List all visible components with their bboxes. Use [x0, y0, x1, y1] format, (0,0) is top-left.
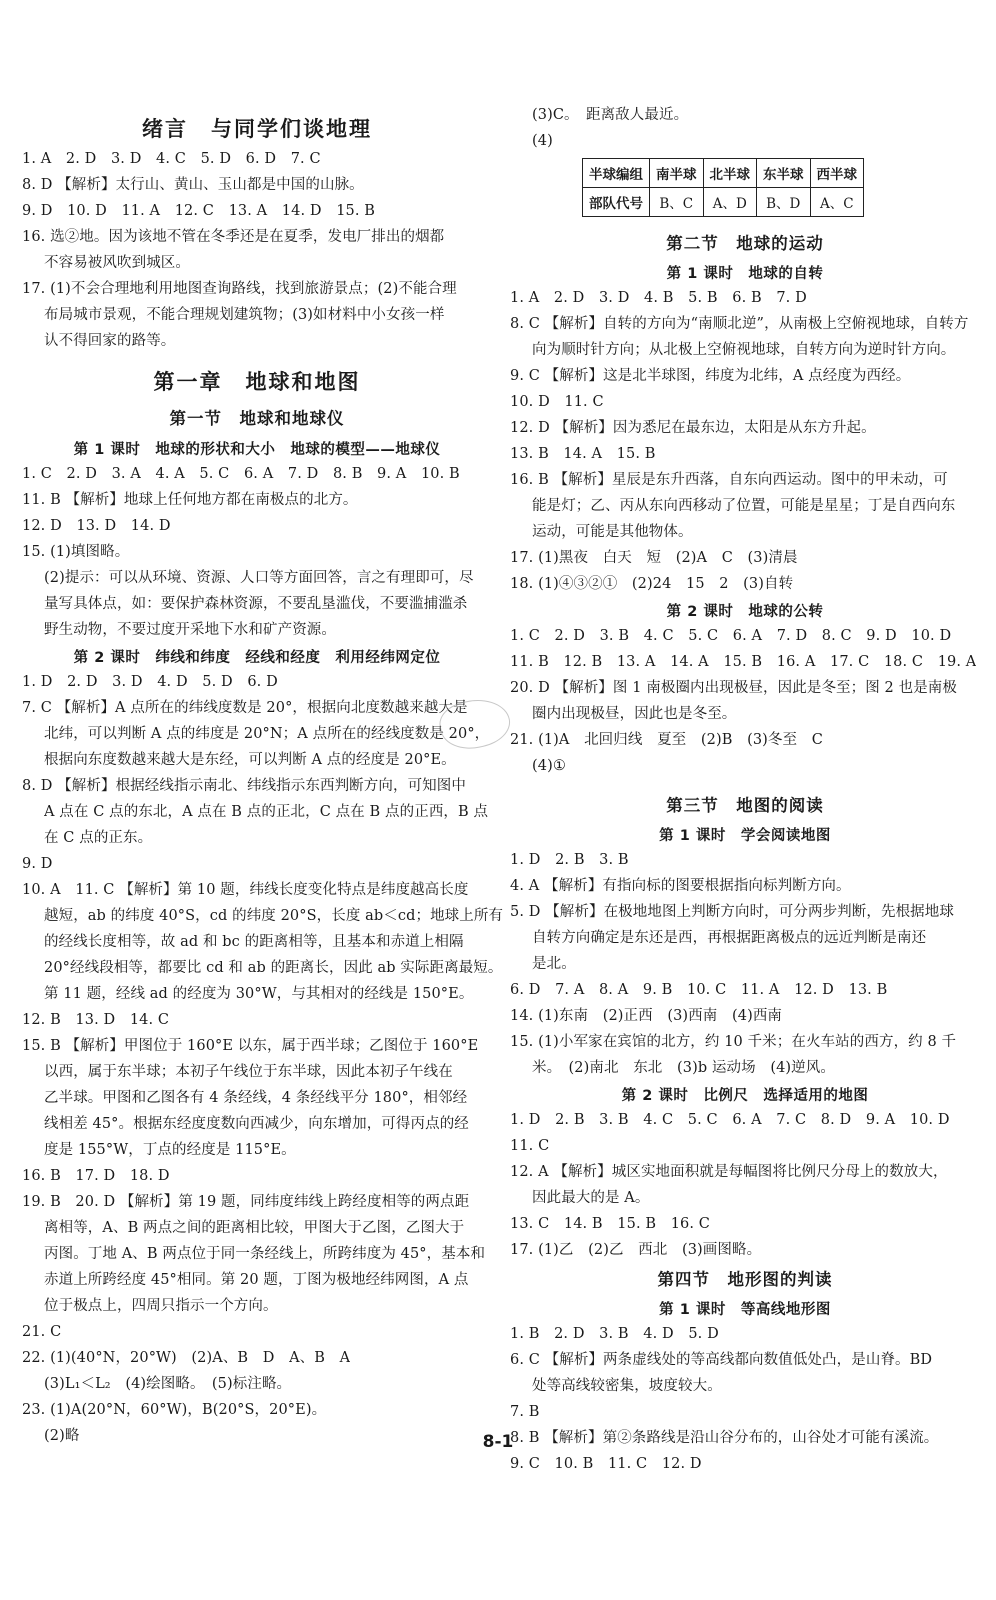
answer-line: 8. D 【解析】根据经线指示南北、纬线指示东西判断方向，可知图中: [22, 778, 466, 794]
answer-line: 19. B 20. D 【解析】第 19 题，同纬度纬线上跨经度相等的两点距: [22, 1194, 470, 1210]
table-cell: B、C: [650, 188, 704, 217]
answer-line: 21. (1)A 北回归线 夏至 (2)B (3)冬至 C: [510, 732, 823, 748]
answer-line: 6. D 7. A 8. A 9. B 10. C 11. A 12. D 13. B: [510, 982, 888, 998]
answer-line: 的经线长度相等，故 ad 和 bc 的距离相等，且基本和赤道上相隔: [44, 934, 464, 950]
answer-line: 23. (1)A(20°N，60°W)，B(20°S，20°E)。: [22, 1402, 327, 1418]
answer-line: 9. D 10. D 11. A 12. C 13. A 14. D 15. B: [22, 203, 376, 219]
answer-line: 21. C: [22, 1324, 62, 1340]
answer-line: 11. C: [510, 1138, 550, 1154]
answer-line: (2)略: [44, 1428, 80, 1444]
answer-line: 北纬，可以判断 A 点的纬度是 20°N；A 点所在的经线度数是 20°，: [44, 726, 490, 742]
answer-line: 14. (1)东南 (2)正西 (3)西南 (4)西南: [510, 1008, 783, 1024]
answer-line: 15. (1)小军家在宾馆的北方，约 10 千米；在火车站的西方，约 8 千: [510, 1034, 957, 1050]
answer-line: 在 C 点的正东。: [44, 830, 153, 846]
answer-line: 5. D 【解析】在极地地图上判断方向时，可分两步判断，先根据地球: [510, 904, 954, 920]
answer-line: 20. D 【解析】图 1 南极圈内出现极昼，因此是冬至；图 2 也是南极: [510, 680, 957, 696]
answer-line: 越短，ab 的纬度 40°S，cd 的纬度 20°S，长度 ab＜cd；地球上所有: [44, 908, 504, 924]
answer-line: 线相差 45°。根据东经度度数向西减少，向东增加，可得丙点的经: [44, 1116, 469, 1132]
answer-line: 处等高线较密集，坡度较大。: [532, 1378, 722, 1394]
answer-line: 自转方向确定是东还是西，再根据距离极点的远近判断是南还: [532, 930, 927, 946]
answer-line: 11. B 12. B 13. A 14. A 15. B 16. A 17. C 18. C 19. A: [510, 654, 977, 670]
answer-line: 10. D 11. C: [510, 394, 604, 410]
answer-line: 1. C 2. D 3. A 4. A 5. C 6. A 7. D 8. B 9. A 10. B: [22, 466, 460, 482]
table-header-cell: 东半球: [757, 159, 811, 188]
answer-line: 22. (1)(40°N，20°W) (2)A、B D A、B A: [22, 1350, 351, 1366]
answer-line: 10. A 11. C 【解析】第 10 题，纬线长度变化特点是纬度越高长度: [22, 882, 469, 898]
answer-line: 米。 (2)南北 东北 (3)b 运动场 (4)逆风。: [532, 1060, 835, 1076]
answer-line: 丙图。丁地 A、B 两点位于同一条经线上，所跨纬度为 45°，基本和: [44, 1246, 486, 1262]
answer-line: 9. C 10. B 11. C 12. D: [510, 1456, 702, 1472]
answer-line: 6. C 【解析】两条虚线处的等高线都向数值低处凸，是山脊。BD: [510, 1352, 933, 1368]
answer-line: 运动，可能是其他物体。: [532, 524, 693, 540]
table-header-cell: 北半球: [703, 159, 757, 188]
answer-line: 离相等，A、B 两点之间的距离相比较，甲图大于乙图，乙图大于: [44, 1220, 465, 1236]
answer-line: 8. B 【解析】第②条路线是沿山谷分布的，山谷处才可能有溪流。: [510, 1430, 939, 1446]
answer-line: 17. (1)乙 (2)乙 西北 (3)画图略。: [510, 1242, 762, 1258]
answer-line: 因此最大的是 A。: [532, 1190, 650, 1206]
answer-line: 1. A 2. D 3. D 4. B 5. B 6. B 7. D: [510, 290, 807, 306]
answer-line: 7. C 【解析】A 点所在的纬线度数是 20°，根据向北度数越来越大是: [22, 700, 468, 716]
answer-line: 7. B: [510, 1404, 540, 1420]
answer-line: 1. A 2. D 3. D 4. C 5. D 6. D 7. C: [22, 151, 321, 167]
hemisphere-table: [582, 158, 864, 217]
answer-line: 16. B 【解析】星辰是东升西落，自东向西运动。图中的甲未动，可: [510, 472, 948, 488]
lesson-title: 第 1 课时 等高线地形图: [659, 1302, 831, 1318]
table-header-row: [583, 159, 864, 188]
section-title: 第一章 地球和地图: [153, 370, 361, 394]
answer-line: 不容易被风吹到城区。: [44, 255, 190, 271]
table-cell: 部队代号: [583, 188, 650, 217]
section-title: 绪言 与同学们谈地理: [142, 117, 372, 141]
answer-line: 野生动物，不要过度开采地下水和矿产资源。: [44, 622, 336, 638]
answer-line: 12. B 13. D 14. C: [22, 1012, 170, 1028]
table-cell: A、D: [703, 188, 757, 217]
answer-line: 认不得回家的路等。: [44, 333, 176, 349]
answer-line: (2)提示：可以从环境、资源、人口等方面回答，言之有理即可，尽: [44, 570, 474, 586]
answer-line: 11. B 【解析】地球上任何地方都在南极点的北方。: [22, 492, 358, 508]
answer-line: 1. D 2. D 3. D 4. D 5. D 6. D: [22, 674, 278, 690]
answer-line: 乙半球。甲图和乙图各有 4 条经线，4 条经线平分 180°，相邻经: [44, 1090, 468, 1106]
answer-line: 1. D 2. B 3. B 4. C 5. C 6. A 7. C 8. D 9. A 10. D: [510, 1112, 950, 1128]
answer-line: 向为顺时针方向；从北极上空俯视地球，自转方向为逆时针方向。: [532, 342, 956, 358]
answer-line: 12. D 【解析】因为悉尼在最东边，太阳是从东方升起。: [510, 420, 876, 436]
lesson-title: 第 2 课时 地球的公转: [666, 604, 824, 620]
answer-line: 4. A 【解析】有指向标的图要根据指向标判断方向。: [510, 878, 851, 894]
answer-line: 15. (1)填图略。: [22, 544, 130, 560]
answer-line: 8. D 【解析】太行山、黄山、玉山都是中国的山脉。: [22, 177, 364, 193]
answer-line: 13. C 14. B 15. B 16. C: [510, 1216, 710, 1232]
answer-line: 是北。: [532, 956, 576, 972]
answer-line: 17. (1)不会合理地利用地图查询路线，找到旅游景点；(2)不能合理: [22, 281, 457, 297]
answer-line: 13. B 14. A 15. B: [510, 446, 656, 462]
answer-line: 20°经线段相等，都要比 cd 和 ab 的距离长，因此 ab 实际距离最短。: [44, 960, 503, 976]
answer-line: 能是灯；乙、丙从东向西移动了位置，可能是星星；丁是自西向东: [532, 498, 956, 514]
answer-line: 量写具体点，如：要保护森林资源，不要乱垦滥伐，不要滥捕滥杀: [44, 596, 468, 612]
answer-line: 度是 155°W，丁点的经度是 115°E。: [44, 1142, 296, 1158]
subsection-title: 第二节 地球的运动: [666, 234, 824, 253]
answer-line: 1. C 2. D 3. B 4. C 5. C 6. A 7. D 8. C 9. D 10. D: [510, 628, 952, 644]
lesson-title: 第 1 课时 地球的形状和大小 地球的模型——地球仪: [73, 442, 441, 458]
lesson-title: 第 1 课时 学会阅读地图: [659, 828, 831, 844]
table-header-cell: 西半球: [810, 159, 864, 188]
answer-line: (4): [532, 133, 553, 149]
answer-line: 17. (1)黑夜 白天 短 (2)A C (3)清晨: [510, 550, 798, 566]
answer-line: 12. A 【解析】城区实地面积就是每幅图将比例尺分母上的数放大，: [510, 1164, 948, 1180]
answer-line: 8. C 【解析】自转的方向为“南顺北逆”，从南极上空俯视地球，自转方: [510, 316, 969, 332]
answer-line: 1. D 2. B 3. B: [510, 852, 629, 868]
answer-line: 1. B 2. D 3. B 4. D 5. D: [510, 1326, 719, 1342]
answer-line: (3)L₁＜L₂ (4)绘图略。 (5)标注略。: [44, 1376, 292, 1392]
table-header-cell: 南半球: [650, 159, 704, 188]
lesson-title: 第 2 课时 纬线和纬度 经线和经度 利用经纬网定位: [73, 650, 441, 666]
table-header-cell: 半球编组: [583, 159, 650, 188]
answer-line: (3)C。 距离敌人最近。: [532, 107, 689, 123]
answer-line: 16. 选②地。因为该地不管在冬季还是在夏季，发电厂排出的烟都: [22, 229, 445, 245]
page-number: 8-1: [482, 1432, 514, 1452]
answer-line: 18. (1)④③②① (2)24 15 2 (3)自转: [510, 576, 794, 592]
lesson-title: 第 2 课时 比例尺 选择适用的地图: [621, 1088, 869, 1104]
answer-line: 位于极点上，四周只指示一个方向。: [44, 1298, 278, 1314]
subsection-title: 第一节 地球和地球仪: [169, 409, 345, 428]
subsection-title: 第四节 地形图的判读: [657, 1270, 833, 1289]
table-cell: B、D: [757, 188, 811, 217]
answer-line: 16. B 17. D 18. D: [22, 1168, 170, 1184]
answer-line: 以西，属于东半球；本初子午线位于东半球，因此本初子午线在: [44, 1064, 453, 1080]
table-row: [583, 188, 864, 217]
answer-line: 12. D 13. D 14. D: [22, 518, 171, 534]
answer-line: 根据向东度数越来越大是东经，可以判断 A 点的经度是 20°E。: [44, 752, 456, 768]
answer-line: 第 11 题，经线 ad 的经度为 30°W，与其相对的经线是 150°E。: [44, 986, 474, 1002]
lesson-title: 第 1 课时 地球的自转: [666, 266, 824, 282]
answer-line: 15. B 【解析】甲图位于 160°E 以东，属于西半球；乙图位于 160°E: [22, 1038, 479, 1054]
subsection-title: 第三节 地图的阅读: [666, 796, 824, 815]
table-cell: A、C: [810, 188, 864, 217]
answer-line: 圈内出现极昼，因此也是冬至。: [532, 706, 737, 722]
answer-line: A 点在 C 点的东北，A 点在 B 点的正北，C 点在 B 点的正西，B 点: [44, 804, 489, 820]
answer-line: 9. C 【解析】这是北半球图，纬度为北纬，A 点经度为西经。: [510, 368, 911, 384]
answer-line: 布局城市景观，不能合理规划建筑物；(3)如材料中小女孩一样: [44, 307, 445, 323]
answer-line: 赤道上所跨经度 45°相同。第 20 题，丁图为极地经纬网图，A 点: [44, 1272, 469, 1288]
answer-line: 9. D: [22, 856, 53, 872]
answer-line: (4)①: [532, 758, 566, 774]
